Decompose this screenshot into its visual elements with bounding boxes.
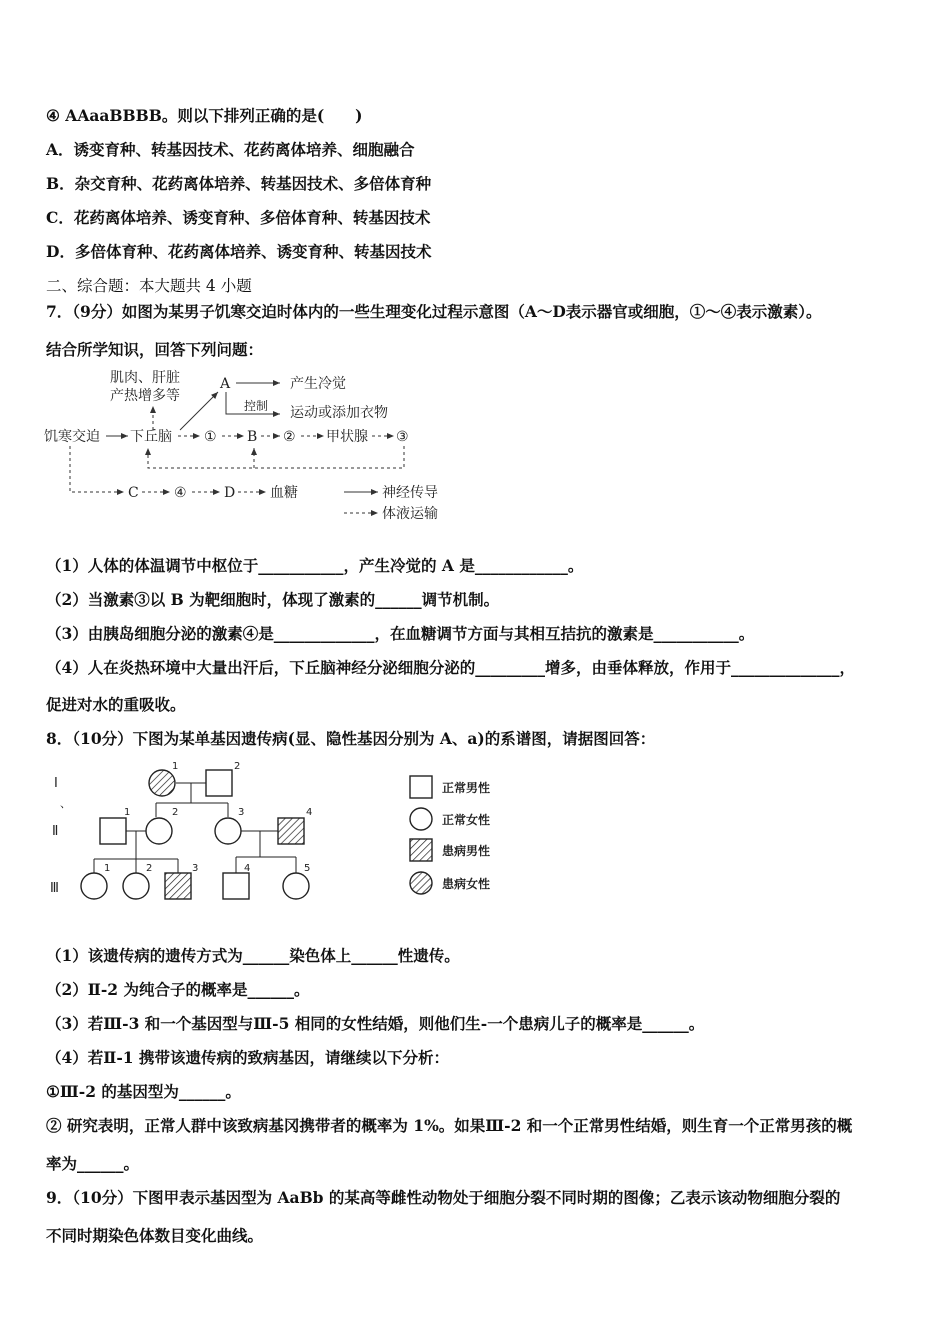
node-c: C [128, 485, 139, 501]
q7-stem-line2: 结合所学知识，回答下列问题： [46, 340, 264, 359]
label-glucose: 血糖 [270, 485, 298, 501]
generation-2-label: Ⅱ [52, 824, 59, 839]
label-heat: 产热增多等 [110, 388, 180, 404]
legend-normal-female: 正常女性 [442, 813, 491, 827]
node-b: B [247, 429, 258, 445]
individual-II-2 [146, 818, 172, 844]
hormone-4: ④ [174, 485, 187, 501]
hormone-2: ② [283, 429, 296, 445]
q7-question-1: （1）人体的体温调节中枢位于___________，产生冷觉的 A 是____________。 [46, 556, 584, 575]
legend-affected-male: 患病男性 [442, 844, 491, 858]
q8-stem: 8．（10分）下图为某单基因遗传病(显、隐性基因分别为 A、a)的系谱图，请据图回答： [46, 729, 656, 748]
q9-stem-line1: 9．（10分）下图甲表示基因型为 AaBb 的某高等雌性动物处于细胞分裂不同时期的图像；乙表示该动物细胞分裂的 [46, 1188, 841, 1207]
individual-III-3 [165, 873, 191, 899]
pedigree-chart [44, 755, 514, 915]
hormone-1: ① [204, 429, 217, 445]
legend-affected-male-icon [410, 839, 432, 861]
q6-tail: ④ AAaaBBBB。则以下排列正确的是( ) [46, 106, 363, 125]
svg-text:2: 2 [234, 761, 241, 772]
svg-text:1: 1 [124, 807, 131, 818]
q9-stem-line2: 不同时期染色体数目变化曲线。 [46, 1226, 264, 1245]
q8-question-1: （1）该遗传病的遗传方式为______染色体上______性遗传。 [46, 946, 460, 965]
hormone-3: ③ [396, 429, 409, 445]
individual-I-2 [206, 770, 232, 796]
q8-question-4-sub1: ①Ⅲ-2 的基因型为______。 [46, 1082, 241, 1101]
individual-III-1 [81, 873, 107, 899]
legend-affected-female: 患病女性 [442, 877, 491, 891]
generation-3-label: Ⅲ [50, 881, 59, 896]
svg-text:4: 4 [306, 807, 313, 818]
svg-text:1: 1 [104, 863, 111, 874]
svg-text:4: 4 [244, 863, 251, 874]
svg-text:1: 1 [172, 761, 179, 772]
legend-normal-male: 正常男性 [442, 781, 491, 795]
generation-1-label: Ⅰ [54, 776, 58, 791]
q8-question-2: （2）Ⅱ-2 为纯合子的概率是______。 [46, 980, 310, 999]
legend-affected-female-icon [410, 872, 432, 894]
q8-question-3: （3）若Ⅲ-3 和一个基因型与Ⅲ-5 相同的女性结婚，则他们生-一个患病儿子的概率是______。 [46, 1014, 705, 1033]
label-cold: 产生冷觉 [290, 376, 346, 392]
q6-option-c: C．花药离体培养、诱变育种、多倍体育种、转基因技术 [46, 208, 431, 227]
section-heading: 二、综合题：本大题共 4 小题 [46, 277, 252, 295]
label-control: 控制 [244, 399, 269, 413]
individual-II-3 [215, 818, 241, 844]
q6-option-a: A．诱变育种、转基因技术、花药离体培养、细胞融合 [46, 140, 415, 159]
q6-option-d: D．多倍体育种、花药离体培养、诱变育种、转基因技术 [46, 242, 432, 261]
legend-normal-female-icon [410, 808, 432, 830]
individual-III-2 [123, 873, 149, 899]
node-a: A [220, 376, 231, 392]
q8-question-4-sub2-cont: 率为______。 [46, 1154, 140, 1173]
hormone-regulation-diagram [40, 362, 480, 528]
individual-III-4 [223, 873, 249, 899]
q8-question-4-sub2: ② 研究表明，正常人群中该致病基冈携带者的概率为 1%。如果Ⅲ-2 和一个正常男性结婚，则生育一个正常男孩的概 [46, 1116, 853, 1135]
legend-normal-male-icon [410, 776, 432, 798]
svg-text:3: 3 [192, 863, 199, 874]
individual-III-5 [283, 873, 309, 899]
individual-II-1 [100, 818, 126, 844]
q8-question-4: （4）若Ⅱ-1 携带该遗传病的致病基因，请继续以下分析： [46, 1048, 449, 1067]
label-clothes: 运动或添加衣物 [290, 405, 388, 421]
individual-I-1 [149, 770, 175, 796]
individual-II-4 [278, 818, 304, 844]
svg-text:2: 2 [172, 807, 179, 818]
legend-nerve: 神经传导 [382, 485, 438, 501]
q7-question-3: （3）由胰岛细胞分泌的激素④是_____________，在血糖调节方面与其相互拮抗的激素是___________。 [46, 624, 755, 643]
node-thyroid: 甲状腺 [326, 429, 368, 445]
svg-text:2: 2 [146, 863, 153, 874]
label-muscle-liver: 肌肉、肝脏 [110, 370, 180, 386]
legend-fluid: 体液运输 [382, 506, 438, 522]
generation-1-mark: 、 [60, 797, 71, 810]
svg-text:3: 3 [238, 807, 245, 818]
svg-text:5: 5 [304, 863, 311, 874]
q7-question-4-cont: 促进对水的重吸收。 [46, 695, 186, 714]
q7-question-4: （4）人在炎热环境中大量出汗后，下丘脑神经分泌细胞分泌的_________增多，由垂体释放，作用于______________， [46, 658, 856, 677]
node-d: D [224, 485, 236, 501]
q7-stem-line1: 7．（9分）如图为某男子饥寒交迫时体内的一些生理变化过程示意图（A～D表示器官或细胞，①～④表示激素）。 [46, 302, 822, 321]
label-hunger: 饥寒交迫 [44, 429, 100, 445]
q7-question-2: （2）当激素③以 B 为靶细胞时，体现了激素的______调节机制。 [46, 590, 500, 609]
node-hypothalamus: 下丘脑 [130, 429, 172, 445]
q6-option-b: B．杂交育种、花药离体培养、转基因技术、多倍体育种 [46, 174, 432, 193]
